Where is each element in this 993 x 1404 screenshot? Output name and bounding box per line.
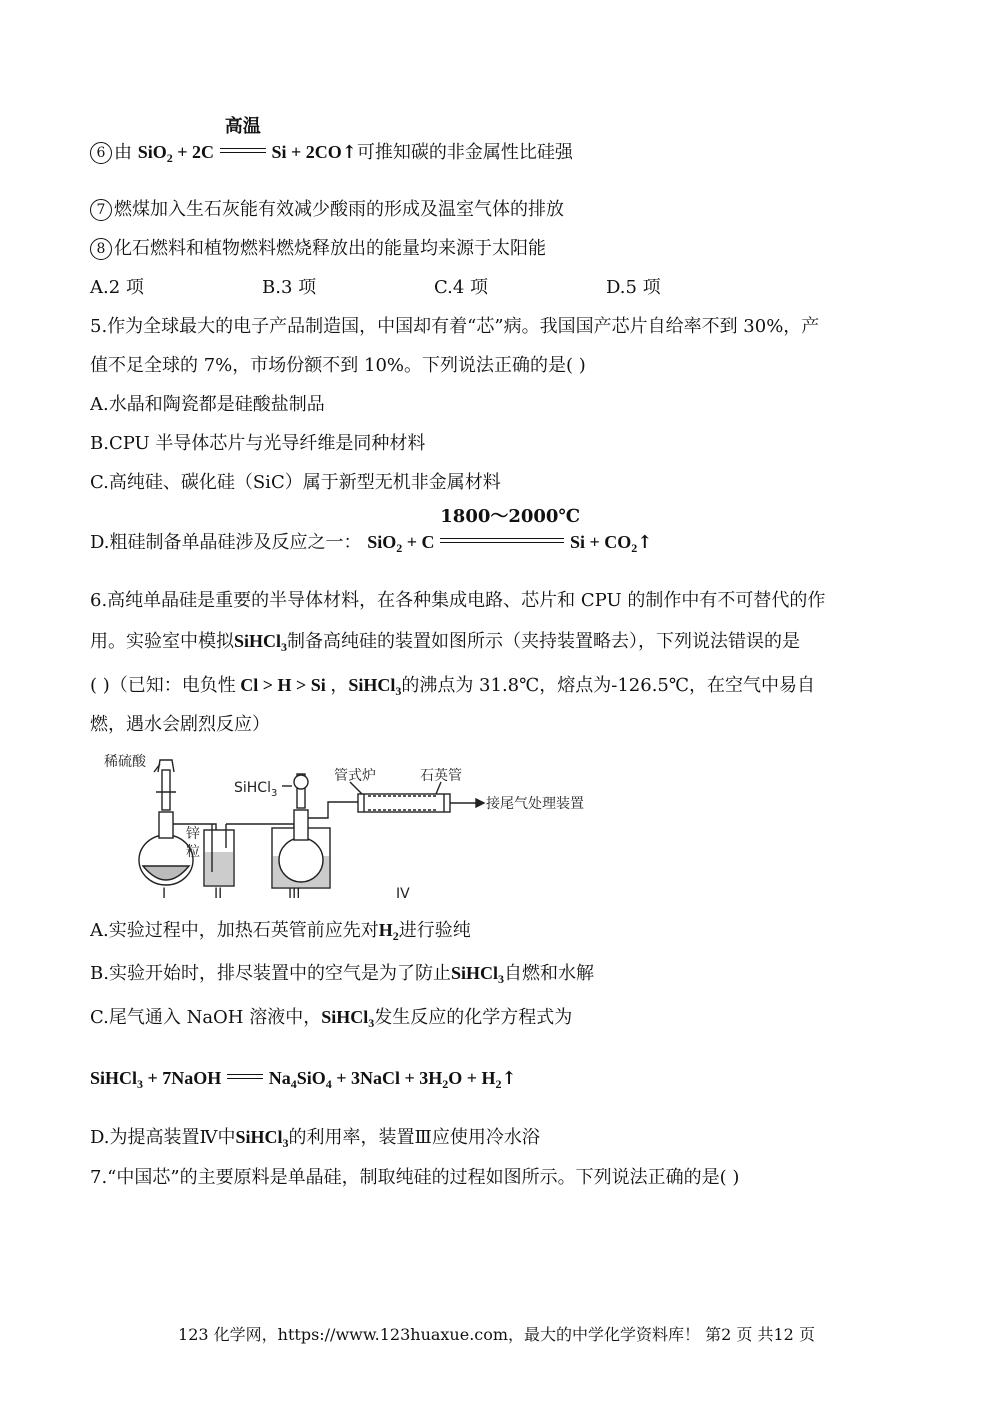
q6-stem-line-1: 6.高纯单晶硅是重要的半导体材料，在各种集成电路、芯片和 CPU 的制作中有不可替代的作: [90, 590, 826, 611]
equation-rhs: $Na_4SiO_4$ + 3NaCl + $3H_2O + H_2$: [268, 1068, 502, 1091]
q6-option-d[interactable]: [90, 1125, 540, 1155]
q4-option-b[interactable]: B.3 项: [262, 277, 317, 298]
apparatus-diagram: [96, 752, 606, 902]
q6-line3-c: 的沸点为 31.8℃，熔点为-126.5℃，在空气中易自: [401, 675, 816, 696]
q6-option-c-suffix: 发生反应的化学方程式为: [374, 1007, 573, 1028]
condition-high-temp: 高温: [224, 116, 261, 137]
gas-arrow-icon: ↑: [341, 142, 357, 163]
q6-stem-line-2: [90, 629, 800, 659]
label-zinc-1: 锌: [186, 826, 200, 842]
q4-option-c[interactable]: C.4 项: [434, 277, 489, 298]
equation-products: $Si + CO_2$: [570, 532, 638, 555]
formula-sihcl3: SiHCl$_3$: [450, 963, 504, 986]
equation-condition: [220, 116, 266, 165]
apparatus-figure: [96, 752, 606, 907]
formula-sihcl3: SiHCl$_3$: [348, 675, 402, 698]
q5-option-d[interactable]: [90, 506, 653, 560]
label-apparatus-IV: IV: [396, 886, 410, 902]
statement-6: [90, 116, 573, 170]
equation-lhs: SiHCl$_3$ + 7NaOH: [90, 1068, 222, 1091]
statement-7-text: 燃煤加入生石灰能有效减少酸雨的形成及温室气体的排放: [114, 199, 564, 220]
q6-line2-a: 用。实验室中模拟: [90, 631, 234, 652]
condition-temperature: 1800～2000℃: [440, 506, 581, 527]
circled-number-7: 7: [90, 199, 112, 221]
label-tail-gas: 接尾气处理装置: [486, 796, 584, 812]
label-tube-furnace: 管式炉: [334, 768, 376, 784]
equation-equals: [227, 1074, 263, 1079]
circled-number-8: 8: [90, 238, 112, 260]
q6-line3-a: ( )（已知：电负性: [90, 675, 236, 696]
page-footer: 123 化学网，https://www.123huaxue.com，最大的中学化学资料库！ 第2 页 共12 页: [178, 1325, 815, 1344]
label-sihcl3: SiHCl$_3$: [234, 780, 278, 799]
q6-line3-b: ，: [330, 675, 349, 696]
formula-h2: $H_2$: [378, 920, 399, 943]
equation-reactants: SiO$_2$ + C: [367, 532, 435, 555]
statement-6-suffix: 可推知碳的非金属性比硅强: [356, 142, 573, 163]
q6-option-a-suffix: 进行验纯: [398, 920, 471, 941]
q5-option-c[interactable]: C.高纯硅、碳化硅（SiC）属于新型无机非金属材料: [90, 472, 501, 493]
q6-option-b-suffix: 自燃和水解: [503, 963, 594, 984]
formula-electronegativity: Cl > H > Si: [235, 675, 331, 695]
q6-option-b-prefix: B.实验开始时，排尽装置中的空气是为了防止: [90, 963, 451, 984]
q7-stem: 7.“中国芯”的主要原料是单晶硅，制取纯硅的过程如图所示。下列说法正确的是( ): [90, 1167, 740, 1188]
q4-option-a[interactable]: A.2 项: [90, 277, 144, 298]
equation-sio2-c: SiO$_2$ + 2C: [137, 142, 215, 165]
q6-option-d-suffix: 的利用率，装置Ⅲ应使用冷水浴: [288, 1127, 540, 1148]
q5-option-b[interactable]: B.CPU 半导体芯片与光导纤维是同种材料: [90, 433, 426, 454]
q6-option-c[interactable]: [90, 1005, 572, 1035]
label-dilute-sulfuric-acid: 稀硫酸: [104, 754, 146, 770]
label-quartz-tube: 石英管: [420, 768, 462, 784]
gas-arrow-icon: ↑: [501, 1068, 517, 1089]
q6-option-d-prefix: D.为提高装置Ⅳ中: [90, 1127, 236, 1148]
q6-option-c-equation: [90, 1066, 517, 1096]
statement-8-text: 化石燃料和植物燃料燃烧释放出的能量均来源于太阳能: [114, 238, 546, 259]
equation-products: Si + 2CO: [271, 142, 342, 162]
label-apparatus-II: II: [214, 886, 223, 902]
q6-option-c-prefix: C.尾气通入 NaOH 溶液中，: [90, 1007, 322, 1028]
q6-stem-line-3: [90, 673, 815, 703]
formula-sihcl3: SiHCl$_3$: [321, 1007, 375, 1030]
formula-sihcl3: SiHCl$_3$: [234, 631, 288, 654]
q5-option-d-prefix: D.粗硅制备单晶硅涉及反应之一：: [90, 532, 362, 553]
label-apparatus-I: I: [162, 886, 167, 902]
equation-condition: [440, 506, 581, 555]
q6-option-b[interactable]: [90, 961, 594, 991]
q6-line2-b: 制备高纯硅的装置如图所示（夹持装置略去），下列说法错误的是: [287, 631, 801, 652]
q6-option-a[interactable]: [90, 918, 471, 948]
q4-option-d[interactable]: D.5 项: [606, 277, 661, 298]
q5-option-a[interactable]: A.水晶和陶瓷都是硅酸盐制品: [90, 394, 325, 415]
gas-arrow-icon: ↑: [637, 532, 653, 553]
formula-sihcl3: SiHCl$_3$: [235, 1127, 289, 1150]
q4-options: [90, 276, 778, 300]
statement-8: [90, 237, 546, 261]
statement-6-prefix: 由: [114, 142, 132, 163]
q6-stem-line-4: 燃，遇水会剧烈反应）: [90, 714, 270, 735]
q5-stem-line-1: 5.作为全球最大的电子产品制造国，中国却有着“芯”病。我国国产芯片自给率不到 30%，产: [90, 316, 820, 337]
label-zinc-2: 粒: [186, 844, 200, 860]
circled-number-6: 6: [90, 142, 112, 164]
label-apparatus-III: III: [288, 886, 301, 902]
q5-stem-line-2: 值不足全球的 7%，市场份额不到 10%。下列说法正确的是( ): [90, 355, 586, 376]
q6-option-a-prefix: A.实验过程中，加热石英管前应先对: [90, 920, 379, 941]
statement-7: [90, 198, 564, 222]
